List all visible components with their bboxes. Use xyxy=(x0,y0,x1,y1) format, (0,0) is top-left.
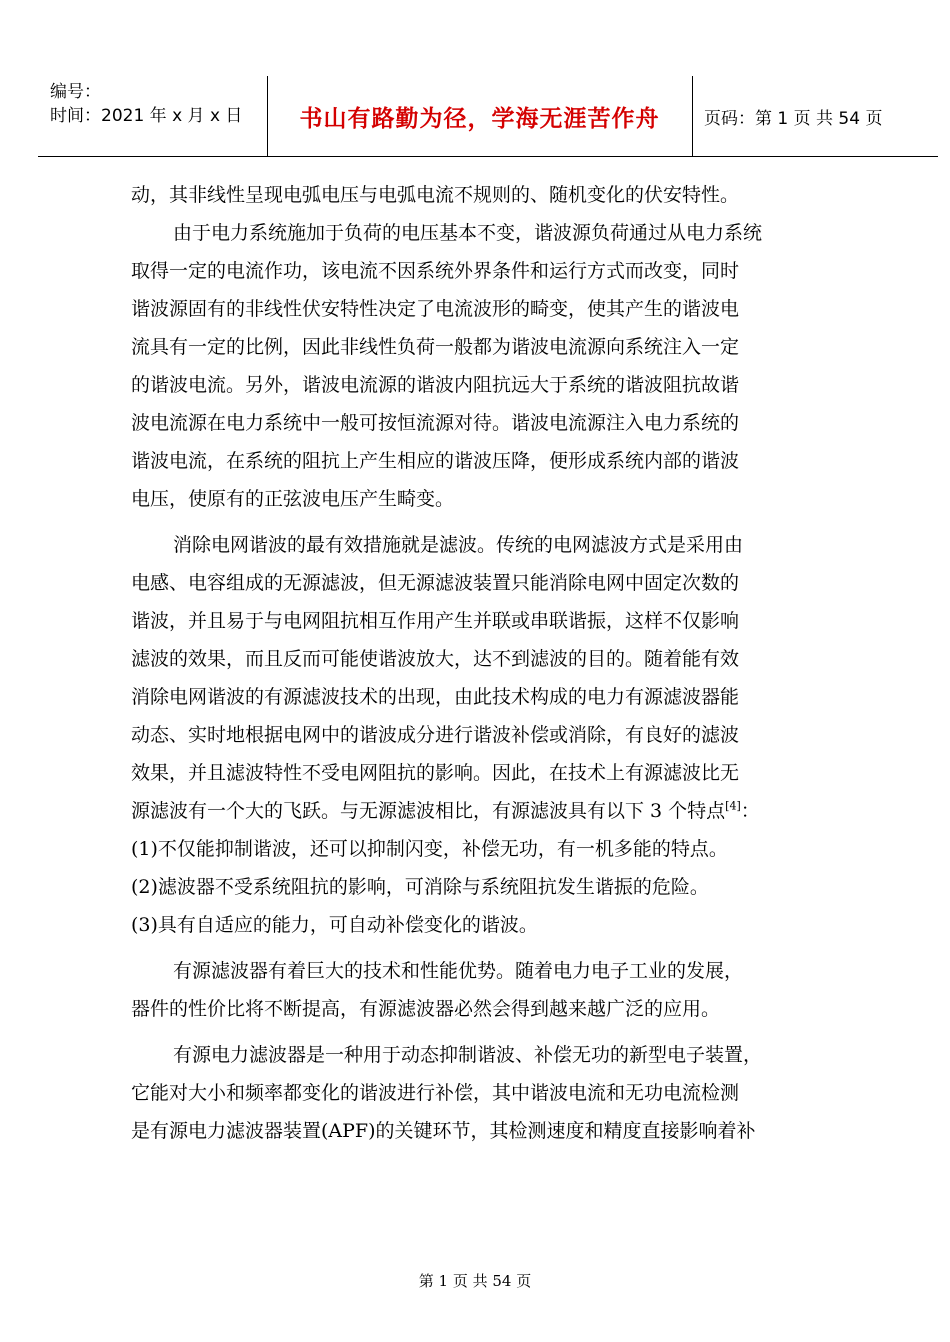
body-line: 有源电力滤波器是一种用于动态抑制谐波、补偿无功的新型电子装置， xyxy=(173,1044,763,1066)
body-line: 谐波，并且易于与电网阻抗相互作用产生并联或串联谐振，这样不仅影响 xyxy=(131,610,740,632)
list-item: (2)滤波器不受系统阻抗的影响，可消除与系统阻抗发生谐振的危险。 xyxy=(131,876,709,898)
body-line-with-citation xyxy=(131,792,831,830)
header-divider xyxy=(692,76,693,156)
body-line: 电压，使原有的正弦波电压产生畸变。 xyxy=(131,488,455,510)
body-line: 动，其非线性呈现电弧电压与电弧电流不规则的、随机变化的伏安特性。 xyxy=(131,184,740,206)
body-line: 动态、实时地根据电网中的谐波成分进行谐波补偿或消除，有良好的滤波 xyxy=(131,724,740,746)
body-line-text: 源滤波有一个大的飞跃。与无源滤波相比，有源滤波具有以下 3 个特点 xyxy=(131,800,726,822)
citation-marker[interactable]: [4] xyxy=(725,799,741,813)
body-colon: ： xyxy=(740,800,760,822)
body-line: 效果，并且滤波特性不受电网阻抗的影响。因此，在技术上有源滤波比无 xyxy=(131,762,740,784)
body-line: 流具有一定的比例，因此非线性负荷一般都为谐波电流源向系统注入一定 xyxy=(131,336,740,358)
list-item: (3)具有自适应的能力，可自动补偿变化的谐波。 xyxy=(131,914,538,936)
body-line: 谐波电流，在系统的阻抗上产生相应的谐波压降，便形成系统内部的谐波 xyxy=(131,450,740,472)
body-line: 的谐波电流。另外，谐波电流源的谐波内阻抗远大于系统的谐波阻抗故谐 xyxy=(131,374,740,396)
body-line: 由于电力系统施加于负荷的电压基本不变，谐波源负荷通过从电力系统 xyxy=(173,222,763,244)
document-time-label: 时间：2021 年 x 月 x 日 xyxy=(50,106,243,126)
body-line: 消除电网谐波的最有效措施就是滤波。传统的电网滤波方式是采用由 xyxy=(173,534,744,556)
body-line: 电感、电容组成的无源滤波，但无源滤波装置只能消除电网中固定次数的 xyxy=(131,572,740,594)
body-line: 滤波的效果，而且反而可能使谐波放大，达不到滤波的目的。随着能有效 xyxy=(131,648,740,670)
document-body xyxy=(131,176,831,1150)
body-line: 它能对大小和频率都变化的谐波进行补偿，其中谐波电流和无功电流检测 xyxy=(131,1082,740,1104)
body-line: 器件的性价比将不断提高，有源滤波器必然会得到越来越广泛的应用。 xyxy=(131,998,721,1020)
document-header xyxy=(38,76,938,157)
document-number-label: 编号： xyxy=(50,82,101,102)
body-line: 取得一定的电流作功，该电流不因系统外界条件和运行方式而改变，同时 xyxy=(131,260,740,282)
header-page-code: 页码：第 1 页 共 54 页 xyxy=(704,108,883,129)
body-line: 是有源电力滤波器装置(APF)的关键环节，其检测速度和精度直接影响着补 xyxy=(131,1120,756,1142)
body-line: 波电流源在电力系统中一般可按恒流源对待。谐波电流源注入电力系统的 xyxy=(131,412,740,434)
body-line: 有源滤波器有着巨大的技术和性能优势。随着电力电子工业的发展， xyxy=(173,960,744,982)
list-item: (1)不仅能抑制谐波，还可以抑制闪变，补偿无功，有一机多能的特点。 xyxy=(131,838,728,860)
page-footer: 第 1 页 共 54 页 xyxy=(418,1272,532,1290)
header-motto: 书山有路勤为径，学海无涯苦作舟 xyxy=(299,105,660,132)
header-meta xyxy=(50,80,242,128)
body-line: 消除电网谐波的有源滤波技术的出现，由此技术构成的电力有源滤波器能 xyxy=(131,686,740,708)
body-line: 谐波源固有的非线性伏安特性决定了电流波形的畸变，使其产生的谐波电 xyxy=(131,298,740,320)
